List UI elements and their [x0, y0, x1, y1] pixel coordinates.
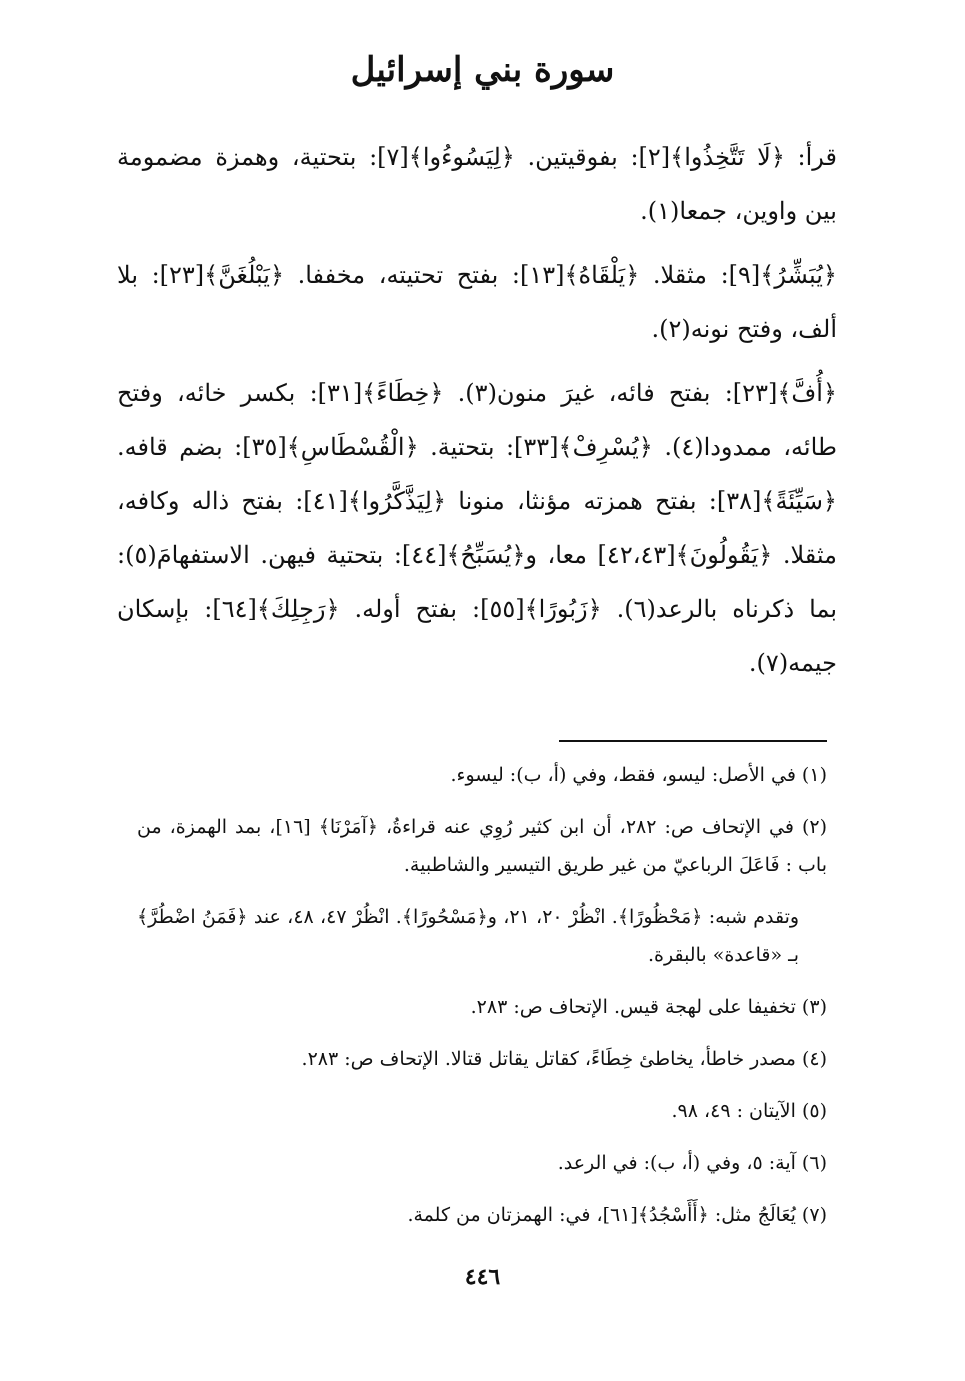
footnote-divider [559, 740, 827, 742]
main-text [117, 130, 837, 700]
paragraph-1: قرأ: ﴿لَا تَتَّخِذُوا﴾[٢]: بفوقيتين. ﴿لِيَسُوءُوا﴾[٧]: بتحتية، وهمزة مضمومة بين واوين، جمعا(١). [117, 143, 838, 225]
paragraph-2: ﴿يُبَشِّرُ﴾[٩]: مثقلا. ﴿يَلْقَاهُ﴾[١٣]: بفتح تحتيته، مخففا. ﴿يَبْلُغَنَّ﴾[٢٣]: بلا ألف، وفتح نونه(٢). [117, 261, 837, 343]
footnote-2-continued: وتقدم شبه: ﴿مَحْظُورًا﴾. انْظُرْ ٢٠، ٢١، و﴿مَسْحُورًا﴾. انْظُرْ ٤٧، ٤٨، عند ﴿فَمَنُ اضْطُرَّ﴾ بـ «قاعدة» بالبقرة. [137, 906, 800, 966]
page-title: سورة بني إسرائيل [350, 50, 615, 90]
footnote-6: (٦) آية: ٥، وفي (أ، ب): في الرعد. [557, 1152, 827, 1174]
footnote-2: (٢) في الإتحاف ص: ٢٨٢، أن ابن كثير رُوِي عنه قراءةُ، ﴿آمَرْنَا﴾ [١٦]، بمد الهمزة، من باب : فَاعَلَ الرباعيّ من غير طريق التيسير والشاطبية. [137, 816, 828, 876]
paragraph-3: ﴿أُفَّ﴾[٢٣]: بفتح فائه، غيرَ منون(٣). ﴿خِطَاءً﴾[٣١]: بكسر خائه، وفتح طائه، ممدودا(٤). ﴿يُسْرِفْ﴾[٣٣]: بتحتية. ﴿الْقُسْطَاسِ﴾[٣٥]: بضم قافه. ﴿سَيِّئَةً﴾[٣٨]: بفتح همزته مؤنثا، منونا ﴿لِيَذَّكَّرُوا﴾[٤١]: بفتح ذاله وكافه، مثقلا. ﴿يَقُولُونَ﴾[٤٢،٤٣] معا، و﴿يُسَبِّحُ﴾[٤٤]: بتحتية فيهن. الاستفهامَ(٥): بما ذكرناه بالرعد(٦). ﴿زَبُورًا﴾[٥٥]: بفتح أوله. ﴿رَجِلِكَ﴾[٦٤]: بإسكان جيمه(٧). [117, 379, 838, 677]
footnote-4: (٤) مصدر خاطأ، يخاطئ خِطَاءً، كقاتل يقاتل قتالا. الإتحاف ص: ٢٨٣. [301, 1048, 827, 1070]
footnote-7: (٧) يُعَالَجُ مثل: ﴿أَأَسْجُدُ﴾[٦١]، في: الهمزتان من كلمة. [407, 1204, 827, 1226]
footnote-3: (٣) تخفيفا على لهجة قيس. الإتحاف ص: ٢٨٣. [470, 996, 827, 1018]
page-number: ٤٤٦ [464, 1264, 501, 1290]
footnote-5: (٥) الآيتان : ٤٩، ٩٨. [671, 1100, 827, 1122]
footnotes [137, 756, 827, 1248]
footnote-1: (١) في الأصل: ليسو، فقط، وفي (أ، ب): ليسوء. [450, 764, 827, 786]
